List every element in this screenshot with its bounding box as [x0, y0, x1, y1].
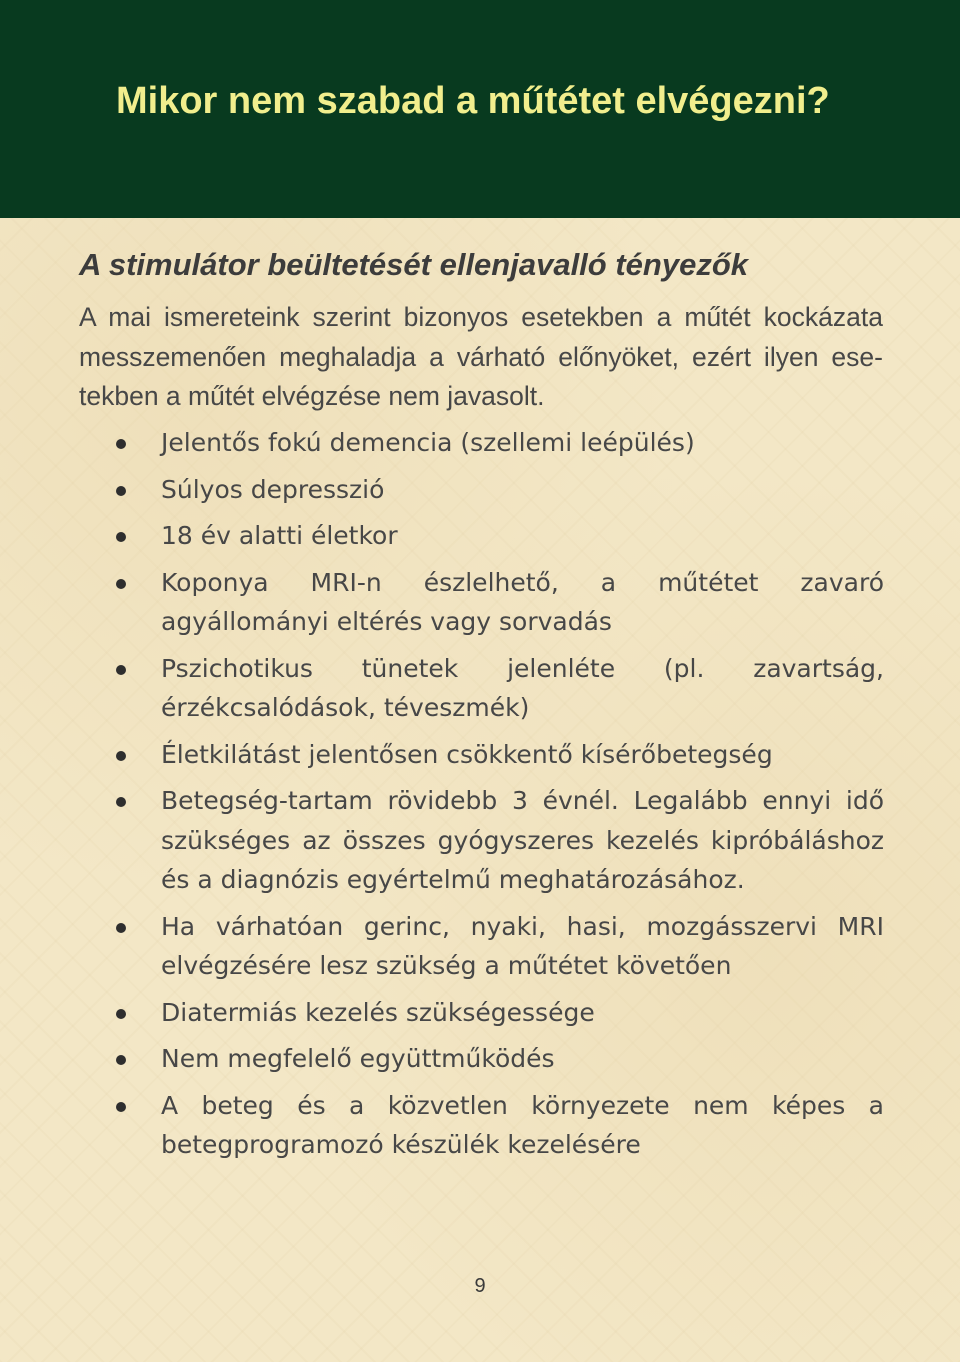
list-item-text: Betegség-tartam rövidebb 3 évnél. Legalább ennyi idő szükséges az összes gyógyszeres kezelés kipróbáláshoz és a diagnózis egyértelmű meghatározásához. [161, 786, 884, 894]
section-heading: A stimulátor beültetését ellenjavalló tényezők [79, 247, 748, 282]
list-item [116, 423, 884, 463]
bullet-icon [116, 439, 126, 449]
contraindication-list [116, 423, 884, 1172]
list-item [116, 1086, 884, 1165]
list-item [116, 516, 884, 556]
list-item-text: Életkilátást jelentősen csökkentő kísérőbetegség [161, 739, 773, 769]
list-item-text: Súlyos depresszió [161, 474, 385, 504]
page-title: Mikor nem szabad a műtétet elvégezni? [116, 80, 830, 122]
list-item-text: Jelentős fokú demencia (szellemi leépülés) [161, 428, 695, 457]
bullet-icon [116, 923, 126, 933]
bullet-icon [116, 1055, 126, 1065]
bullet-icon [116, 797, 126, 807]
bullet-icon [116, 1009, 126, 1019]
list-item [116, 1039, 884, 1079]
list-item [116, 735, 884, 775]
bullet-icon [116, 1102, 126, 1112]
list-item-text: Nem megfelelő együttműködés [161, 1044, 555, 1073]
list-item [116, 907, 884, 986]
list-item-text: Koponya MRI-n észlelhető, a műtétet zavaró agyállományi eltérés vagy sorvadás [161, 567, 884, 636]
page-number: 9 [474, 1275, 486, 1297]
list-item [116, 649, 884, 728]
bullet-icon [116, 751, 126, 761]
list-item [116, 993, 884, 1033]
bullet-icon [116, 665, 126, 675]
bullet-icon [116, 532, 126, 542]
list-item-text: Ha várhatóan gerinc, nyaki, hasi, mozgásszervi MRI elvégzésére lesz szükség a műtétet követően [161, 911, 884, 980]
intro-paragraph: A mai ismereteink szerint bizonyos esetekben a műtét kockázata messzemenően meghaladja a várható előnyöket, ezért ilyen esetekben a műtét elvégzése nem javasolt. [79, 302, 883, 411]
bullet-icon [116, 579, 126, 589]
list-item-text: 18 év alatti életkor [161, 521, 398, 550]
list-item-text: A beteg és a közvetlen környezete nem képes a betegprogramozó készülék kezelésére [161, 1090, 884, 1159]
list-item-text: Pszichotikus tünetek jelenléte (pl. zavartság, érzékcsalódások, téveszmék) [161, 653, 884, 722]
list-item [116, 470, 884, 510]
list-item-text: Diatermiás kezelés szükségessége [161, 997, 595, 1027]
header-band [0, 0, 960, 218]
list-item [116, 781, 884, 900]
bullet-icon [116, 486, 126, 496]
list-item [116, 563, 884, 642]
